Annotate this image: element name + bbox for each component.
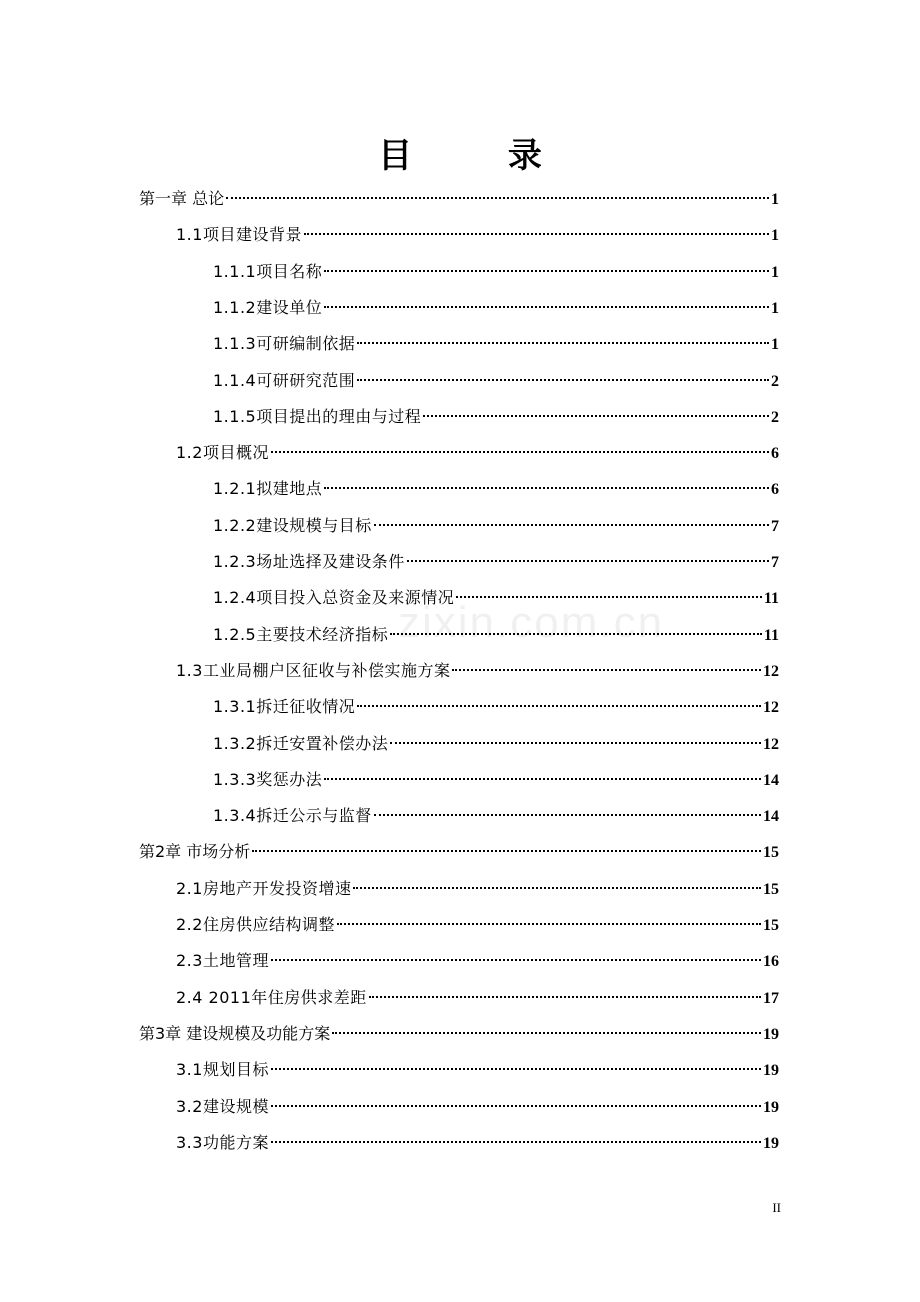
toc-entry-label: 3.3功能方案 bbox=[176, 1132, 269, 1152]
toc-entry-page: 16 bbox=[763, 953, 779, 971]
toc-entry-page: 15 bbox=[763, 844, 779, 862]
toc-entry-page: 17 bbox=[763, 989, 779, 1007]
toc-entry[interactable] bbox=[213, 585, 779, 615]
toc-entry-label: 1.2.3场址选择及建设条件 bbox=[213, 552, 405, 571]
toc-entry[interactable] bbox=[176, 1057, 779, 1087]
toc-entry[interactable] bbox=[213, 331, 779, 361]
toc-leader-dots bbox=[304, 233, 769, 235]
toc-entry-page: 7 bbox=[771, 554, 779, 571]
toc-entry-label: 1.2.5主要技术经济指标 bbox=[213, 624, 389, 644]
toc-entry-label: 2.1房地产开发投资增速 bbox=[176, 878, 352, 898]
toc-entry[interactable] bbox=[213, 622, 779, 652]
toc-entry-label: 1.1项目建设背景 bbox=[176, 225, 302, 245]
toc-entry-label: 1.1.2建设单位 bbox=[213, 297, 323, 317]
toc-entry[interactable] bbox=[139, 186, 779, 216]
toc-leader-dots bbox=[357, 379, 769, 381]
toc-entry[interactable] bbox=[213, 259, 779, 289]
toc-leader-dots bbox=[324, 487, 769, 489]
toc-entry-page: 12 bbox=[763, 735, 779, 753]
toc-entry-page: 12 bbox=[763, 699, 779, 717]
toc-entry-page: 15 bbox=[763, 917, 779, 934]
toc-entry[interactable] bbox=[176, 1094, 779, 1124]
toc-entry[interactable] bbox=[139, 1021, 779, 1051]
toc-leader-dots bbox=[374, 814, 761, 816]
toc-entry-label: 1.1.4可研研究范围 bbox=[213, 370, 356, 390]
toc-entry-label: 1.3.4拆迁公示与监督 bbox=[213, 806, 372, 826]
toc-entry-label: 1.2.4项目投入总资金及来源情况 bbox=[213, 588, 455, 608]
toc-entry[interactable] bbox=[213, 803, 779, 833]
toc-entry[interactable] bbox=[176, 440, 779, 470]
toc-leader-dots bbox=[271, 451, 769, 453]
toc-leader-dots bbox=[369, 996, 761, 998]
toc-leader-dots bbox=[390, 633, 762, 635]
toc-leader-dots bbox=[271, 1068, 761, 1070]
toc-leader-dots bbox=[271, 959, 761, 961]
toc-entry[interactable] bbox=[213, 731, 779, 761]
toc-entry[interactable] bbox=[176, 985, 779, 1015]
toc-entry[interactable] bbox=[176, 948, 779, 978]
toc-entry-label: 1.2.1拟建地点 bbox=[213, 479, 323, 499]
toc-entry-label: 1.2.2建设规模与目标 bbox=[213, 515, 372, 535]
toc-entry-label: 3.1规划目标 bbox=[176, 1060, 269, 1080]
toc-entry[interactable] bbox=[213, 694, 779, 724]
toc-entry-label: 1.3工业局棚户区征收与补偿实施方案 bbox=[176, 660, 451, 680]
toc-leader-dots bbox=[407, 560, 769, 562]
toc-entry[interactable] bbox=[213, 767, 779, 797]
toc-entry-label: 2.3土地管理 bbox=[176, 951, 269, 971]
toc-leader-dots bbox=[337, 923, 761, 925]
toc-entry[interactable] bbox=[213, 476, 779, 506]
toc-entry[interactable] bbox=[176, 876, 779, 906]
toc-entry[interactable] bbox=[213, 513, 779, 543]
toc-entry-page: 1 bbox=[771, 263, 779, 281]
toc-entry-page: 11 bbox=[763, 590, 779, 608]
toc-entry-label: 1.1.5项目提出的理由与过程 bbox=[213, 406, 422, 426]
toc-entry[interactable] bbox=[176, 222, 779, 252]
toc-entry-page: 6 bbox=[771, 445, 779, 463]
toc-leader-dots bbox=[374, 524, 769, 526]
toc-leader-dots bbox=[332, 1032, 761, 1034]
toc-entry-label: 1.1.1项目名称 bbox=[213, 261, 323, 281]
toc-entry-label: 第一章 总论 bbox=[139, 189, 225, 208]
toc-entry-label: 第2章 市场分析 bbox=[139, 842, 251, 862]
toc-entry-page: 12 bbox=[763, 662, 779, 680]
toc-entry[interactable] bbox=[176, 658, 779, 688]
watermark: zixin.com.cn bbox=[398, 598, 665, 647]
toc-entry-page: 6 bbox=[771, 481, 779, 499]
toc-leader-dots bbox=[390, 742, 761, 744]
toc-entry-page: 14 bbox=[763, 771, 779, 789]
toc-leader-dots bbox=[226, 197, 769, 199]
toc-entry-label: 1.3.1拆迁征收情况 bbox=[213, 697, 356, 717]
toc-entry[interactable] bbox=[213, 295, 779, 325]
toc-leader-dots bbox=[324, 270, 769, 272]
toc-entry[interactable] bbox=[139, 839, 779, 869]
toc-entry-page: 1 bbox=[771, 299, 779, 317]
toc-entry-page: 2 bbox=[771, 372, 779, 390]
toc-entry-label: 2.4 2011年住房供求差距 bbox=[176, 987, 367, 1007]
toc-entry-page: 19 bbox=[763, 1062, 779, 1080]
toc-entry-page: 7 bbox=[771, 517, 779, 535]
toc-entry-page: 1 bbox=[771, 191, 779, 208]
toc-leader-dots bbox=[452, 669, 761, 671]
toc-entry-label: 3.2建设规模 bbox=[176, 1096, 269, 1116]
toc-entry[interactable] bbox=[213, 368, 779, 398]
toc-leader-dots bbox=[357, 342, 769, 344]
toc-entry-label: 1.3.2拆迁安置补偿办法 bbox=[213, 733, 389, 753]
toc-leader-dots bbox=[252, 850, 761, 852]
toc-leader-dots bbox=[271, 1105, 761, 1107]
toc-leader-dots bbox=[357, 705, 761, 707]
toc-entry-label: 1.2项目概况 bbox=[176, 443, 269, 463]
toc-entry-page: 19 bbox=[763, 1098, 779, 1116]
toc-leader-dots bbox=[324, 306, 769, 308]
toc-entry-page: 19 bbox=[763, 1025, 779, 1043]
toc-leader-dots bbox=[456, 596, 762, 598]
toc-entry[interactable] bbox=[213, 549, 779, 579]
toc-leader-dots bbox=[324, 778, 761, 780]
toc-entry[interactable] bbox=[176, 912, 779, 942]
toc-entry-page: 14 bbox=[763, 808, 779, 826]
toc-entry-page: 19 bbox=[763, 1134, 779, 1152]
page-number: II bbox=[772, 1200, 781, 1215]
page-title: 目 录 bbox=[378, 136, 584, 176]
toc-entry-label: 2.2住房供应结构调整 bbox=[176, 915, 335, 934]
toc-entry-page: 1 bbox=[771, 227, 779, 245]
toc-leader-dots bbox=[353, 887, 761, 889]
toc-entry-page: 11 bbox=[763, 626, 779, 644]
toc-entry-label: 第3章 建设规模及功能方案 bbox=[139, 1023, 331, 1043]
toc-leader-dots bbox=[271, 1141, 761, 1143]
toc-entry-page: 2 bbox=[771, 408, 779, 426]
toc-entry[interactable] bbox=[213, 404, 779, 434]
toc-entry-page: 15 bbox=[763, 880, 779, 898]
toc-leader-dots bbox=[423, 415, 769, 417]
toc-entry[interactable] bbox=[176, 1130, 779, 1160]
toc-entry-label: 1.1.3可研编制依据 bbox=[213, 334, 356, 354]
toc-entry-label: 1.3.3奖惩办法 bbox=[213, 769, 323, 789]
toc-entry-page: 1 bbox=[771, 336, 779, 354]
